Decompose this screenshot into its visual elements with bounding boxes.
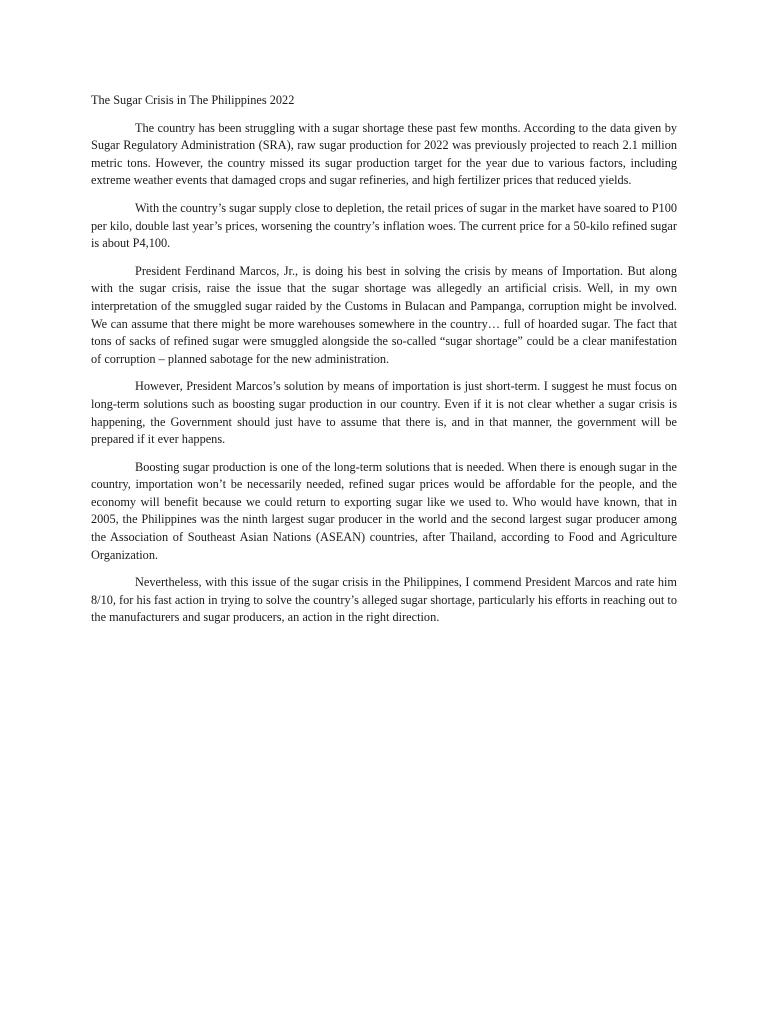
- document-title: The Sugar Crisis in The Philippines 2022: [91, 93, 295, 107]
- paragraph-1: The country has been struggling with a sugar shortage these past few months. According to the data given by Sugar Regulatory Administration (SRA), raw sugar production for 2022 was previously projected to reach 2.1 million metric tons. However, the country missed its sugar production target for the year due to various factors, including extreme weather events that damaged crops and sugar refineries, and high fertilizer prices that reduced yields.: [91, 120, 677, 188]
- paragraph-6: Nevertheless, with this issue of the sugar crisis in the Philippines, I commend President Marcos and rate him 8/10, for his fast action in trying to solve the country’s alleged sugar shortage, particularly his efforts in reaching out to the manufacturers and sugar producers, an action in the right direction.: [91, 575, 677, 625]
- paragraph-5: Boosting sugar production is one of the long-term solutions that is needed. When there is enough sugar in the country, importation won’t be necessarily needed, refined sugar prices would be affordable for the people, and the economy will benefit because we could return to exporting sugar like we used to. Who would have known, that in 2005, the Philippines was the ninth largest sugar producer in the world and the second largest sugar producer among the Association of Southeast Asian Nations (ASEAN) countries, after Thailand, according to Food and Agriculture Organization.: [91, 459, 677, 562]
- paragraph-3: President Ferdinand Marcos, Jr., is doing his best in solving the crisis by means of Importation. But along with the sugar crisis, raise the issue that the sugar shortage was allegedly an artificial crisis. Well, in my own interpretation of the smuggled sugar raided by the Customs in Bulacan and Pampanga, corruption might be involved. We can assume that there might be more warehouses somewhere in the country… full of hoarded sugar. The fact that tons of sacks of refined sugar were smuggled alongside the so-called “sugar shortage” could be a clear manifestation of corruption – planned sabotage for the new administration.: [91, 263, 677, 366]
- paragraph-2: With the country’s sugar supply close to depletion, the retail prices of sugar in the market have soared to P100 per kilo, double last year’s prices, worsening the country’s inflation woes. The current price for a 50-kilo refined sugar is about P4,100.: [91, 200, 677, 251]
- document-body: [91, 92, 677, 637]
- paragraph-4: However, President Marcos’s solution by means of importation is just short-term. I suggest he must focus on long-term solutions such as boosting sugar production in our country. Even if it is not clear whether a sugar crisis is happening, the Government should just have to assume that there is, and in that manner, the government will be prepared if it ever happens.: [91, 379, 677, 447]
